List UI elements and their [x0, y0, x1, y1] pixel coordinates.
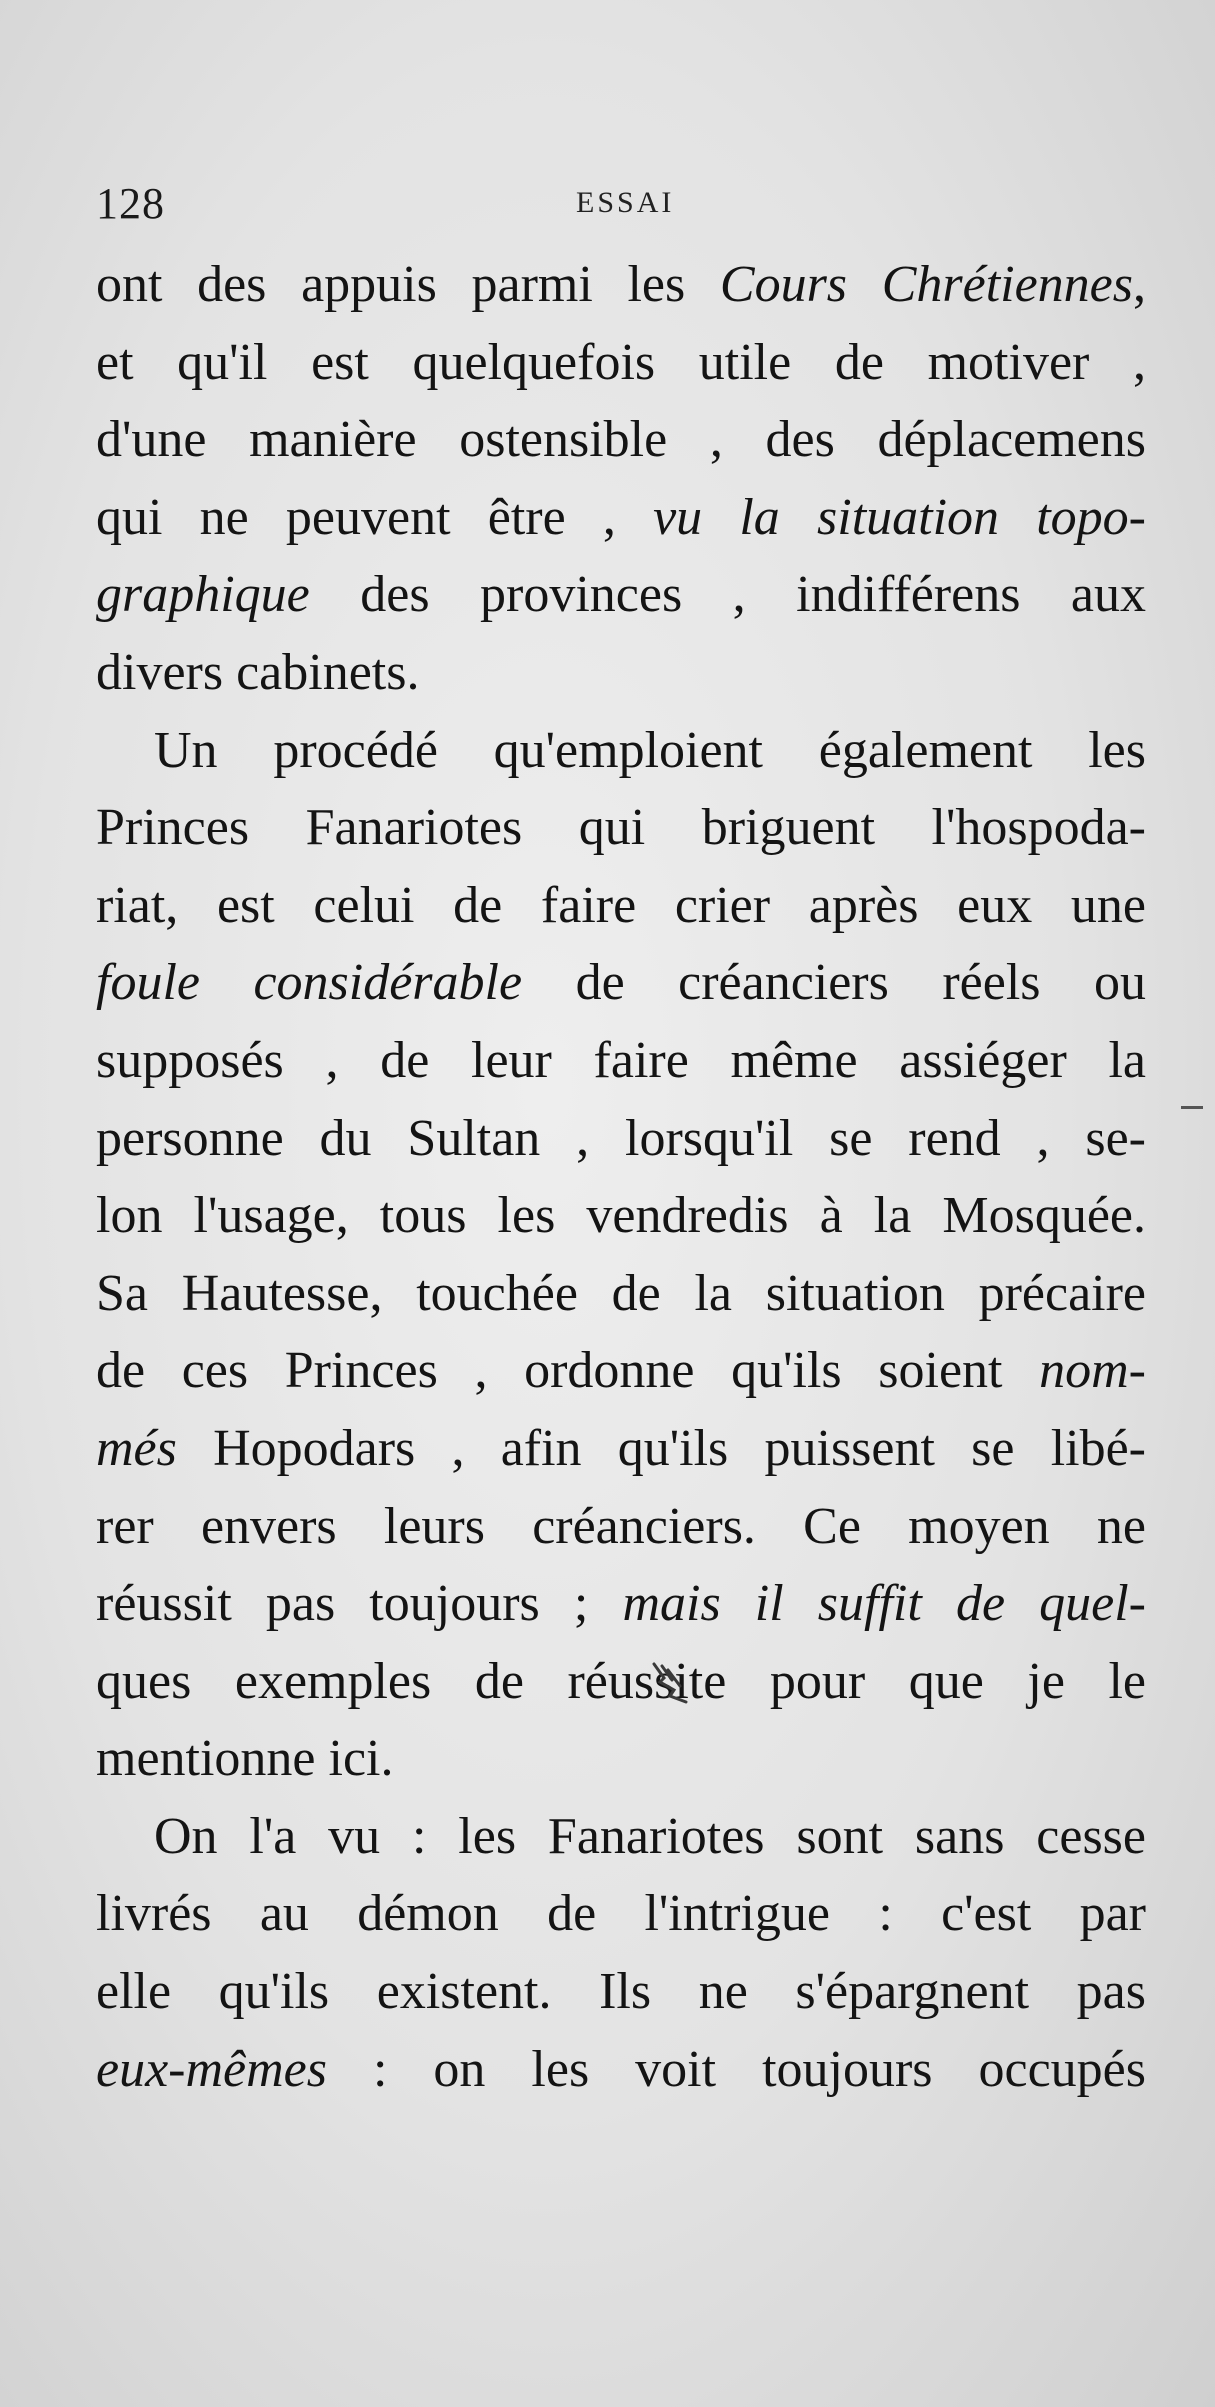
text-segment: et qu'il est quelquefois utile de motiver ,	[96, 333, 1146, 391]
text-line	[96, 1332, 1146, 1410]
text-segment: Un procédé qu'emploient également les	[154, 721, 1146, 779]
text-segment: ,	[1133, 256, 1146, 313]
text-segment: rer envers leurs créanciers. Ce moyen ne	[96, 1497, 1146, 1555]
italic-text-segment: eux-mêmes	[96, 2040, 327, 2098]
italic-text-segment: foule considérable	[96, 954, 523, 1012]
italic-text-segment: Cours Chrétiennes	[719, 256, 1133, 313]
text-segment: de créanciers réels ou	[522, 954, 1146, 1012]
text-segment: qui ne peuvent être ,	[96, 488, 654, 546]
text-line	[96, 712, 1146, 790]
text-segment: On l'a vu : les Fanariotes sont sans cesse	[154, 1807, 1146, 1865]
text-segment: Princes Fanariotes qui briguent l'hospoda-	[96, 799, 1146, 857]
text-line	[96, 246, 1146, 324]
text-line	[96, 1875, 1146, 1953]
text-line	[96, 556, 1146, 634]
text-line	[96, 479, 1146, 557]
italic-text-segment: nom-	[1039, 1342, 1146, 1400]
text-line	[96, 944, 1146, 1022]
page-header	[96, 178, 1146, 238]
text-line	[96, 1022, 1146, 1100]
text-line	[96, 1643, 1146, 1721]
text-segment: riat, est celui de faire crier après eux une	[96, 876, 1146, 934]
text-segment: d'une manière ostensible , des déplacemens	[96, 411, 1146, 469]
text-line	[96, 401, 1146, 479]
text-line	[96, 1798, 1146, 1876]
text-segment: mentionne ici.	[96, 1730, 394, 1788]
italic-text-segment: mais il suffit de quel-	[622, 1575, 1146, 1633]
text-line	[96, 2031, 1146, 2109]
text-line	[96, 1255, 1146, 1333]
text-line	[96, 1410, 1146, 1488]
text-segment: Sa Hautesse, touchée de la situation précaire	[96, 1264, 1146, 1322]
text-segment: réussit pas toujours ;	[96, 1575, 623, 1633]
text-segment: des provinces , indifférens aux	[309, 566, 1146, 624]
text-segment: livrés au démon de l'intrigue : c'est par	[96, 1885, 1146, 1943]
text-line	[96, 324, 1146, 402]
italic-text-segment: més	[96, 1419, 177, 1477]
text-line	[96, 1720, 1146, 1798]
text-segment: ques exemples de réussite pour que je le	[96, 1652, 1146, 1710]
text-segment: divers cabinets.	[96, 643, 420, 701]
italic-text-segment: graphique	[96, 566, 310, 624]
italic-text-segment: vu la situation topo-	[653, 488, 1146, 546]
text-segment: Hopodars , afin qu'ils puissent se libé-	[176, 1419, 1146, 1477]
body-text	[96, 246, 1146, 2108]
text-line	[96, 1565, 1146, 1643]
text-line	[96, 1100, 1146, 1178]
text-segment: personne du Sultan , lorsqu'il se rend , se-	[96, 1109, 1146, 1167]
text-segment: : on les voit toujours occupés	[326, 2040, 1146, 2098]
text-line	[96, 867, 1146, 945]
text-line	[96, 1953, 1146, 2031]
text-line	[96, 1177, 1146, 1255]
text-segment: supposés , de leur faire même assiéger la	[96, 1031, 1146, 1089]
text-line	[96, 1488, 1146, 1566]
text-segment: de ces Princes , ordonne qu'ils soient	[96, 1342, 1040, 1400]
margin-mark	[1181, 1106, 1203, 1109]
text-segment: ont des appuis parmi les	[96, 256, 720, 313]
text-line	[96, 789, 1146, 867]
text-segment: lon l'usage, tous les vendredis à la Mosquée.	[96, 1187, 1146, 1245]
running-head: ESSAI	[576, 186, 675, 219]
paper-tear-mark	[650, 1660, 694, 1706]
text-segment: elle qu'ils existent. Ils ne s'épargnent pas	[96, 1963, 1146, 2021]
page-number: 128	[96, 179, 165, 228]
text-line	[96, 634, 1146, 712]
